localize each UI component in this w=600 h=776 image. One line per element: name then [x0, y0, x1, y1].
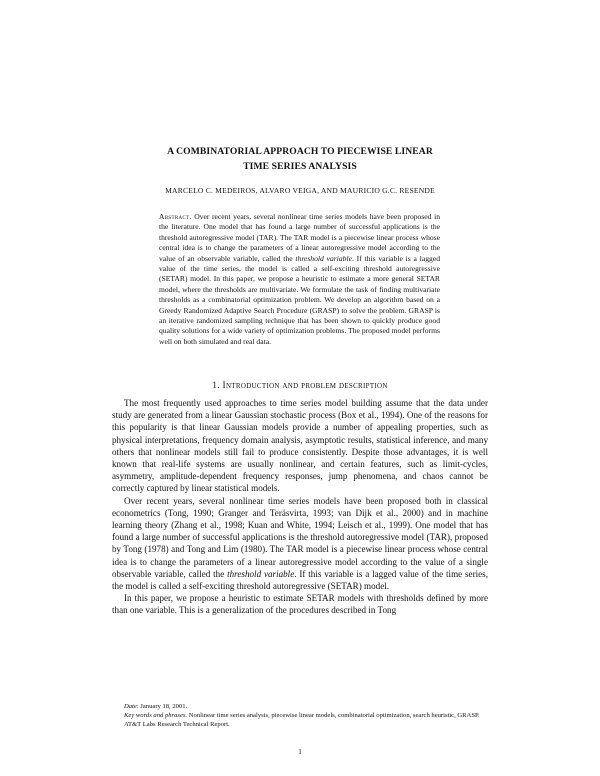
abstract-emphasis: threshold variable	[295, 253, 352, 263]
abstract	[159, 212, 440, 347]
page-number: 1	[298, 747, 302, 756]
abstract-text-part-1: Over recent years, several nonlinear time series models have been proposed in the literature. One model that has found a large number of successful applications is the threshold autoregressive model (TAR). The TAR model is a piecewise linear process whose central idea is to change the parameters of a linear autoregressive model according to the value of an observable variable, called the	[159, 212, 440, 263]
body-paragraph-2-part-2: . If this variable is a lagged value of the time series, the model is called a self-exciting threshold autoregressive (SETAR) model.	[112, 568, 488, 592]
abstract-label: Abstract.	[159, 212, 192, 221]
body-paragraph-2-emphasis: threshold variable	[227, 568, 295, 579]
paper-title-line-1: A COMBINATORIAL APPROACH TO PIECEWISE LINEAR	[167, 146, 433, 157]
footnote-keywords	[112, 711, 488, 720]
body-paragraph-2-part-1: Over recent years, several nonlinear time series models have been proposed both in classical econometrics (Tong, 1990; Granger and Teräsvirta, 1993; van Dijk et al., 2000) and in machine learning theory (Zhang et al., 1998; Kuan and White, 1994; Leisch et al., 1999). One model that has found a large number of successful applications is the threshold autoregressive model (TAR), proposed by Tong (1978) and Tong and Lim (1980). The TAR model is a piecewise linear process whose central idea is to change the parameters of a linear autoregressive model according to the value of a single observable variable, called the	[112, 495, 488, 579]
paper-title	[100, 144, 500, 174]
paper-title-line-2: TIME SERIES ANALYSIS	[243, 161, 357, 172]
footnote-report: AT&T Labs Research Technical Report.	[124, 721, 230, 729]
section-title: Introduction and problem description	[222, 381, 388, 391]
body-paragraph-2	[112, 495, 488, 593]
body-paragraph-3: In this paper, we propose a heuristic to estimate SETAR models with thresholds defined by more than one variable. This is a generalization of the procedures described in Tong	[112, 593, 488, 616]
abstract-text-part-2: . If this variable is a lagged value of the time series, the model is called a self-exciting threshold autoregressive (SETAR) model. In this paper, we propose a heuristic to estimate a more general SETAR model, where the thresholds are multivariate. We formulate the task of finding multivariate thresholds as a combinatorial optimization problem. We develop an algorithm based on a Greedy Randomized Adaptive Search Procedure (GRASP) to solve the problem. GRASP is an iterative randomized sampling technique that has been shown to quickly produce good quality solutions for a wide variety of optimization problems. The proposed model performs well on both simulated and real data.	[159, 253, 440, 346]
author-list: MARCELO C. MEDEIROS, ALVARO VEIGA, AND MAURICIO G.C. RESENDE	[165, 186, 435, 195]
footnotes	[112, 702, 488, 730]
footnote-date	[112, 702, 488, 711]
body-paragraph-1: The most frequently used approaches to time series model building assume that the data under study are generated from a linear Gaussian stochastic process (Box et al., 1994). One of the reasons for this popularity is that linear Gaussian models provide a number of appealing properties, such as physical interpretations, frequency domain analysis, asymptotic results, statistical inference, and many others that nonlinear models still fail to produce consistently. Despite those advantages, it is well known that real-life systems are usually nonlinear, and certain features, such as limit-cycles, asymmetry, amplitude-dependent frequency responses, jump phenomena, and chaos cannot be correctly captured by linear statistical models.	[112, 398, 488, 494]
footnote-keywords-value: Nonlinear time series analysis, piecewise linear models, combinatorial optimization, search heuristic, GRASP.	[187, 712, 480, 720]
footnote-date-label: Date	[124, 703, 137, 710]
footnote-keywords-label: Key words and phrases.	[124, 712, 188, 720]
section-heading	[100, 381, 500, 391]
section-number: 1.	[212, 381, 223, 391]
body-text	[112, 397, 488, 617]
footnote-date-value: : January 18, 2001.	[136, 703, 188, 710]
